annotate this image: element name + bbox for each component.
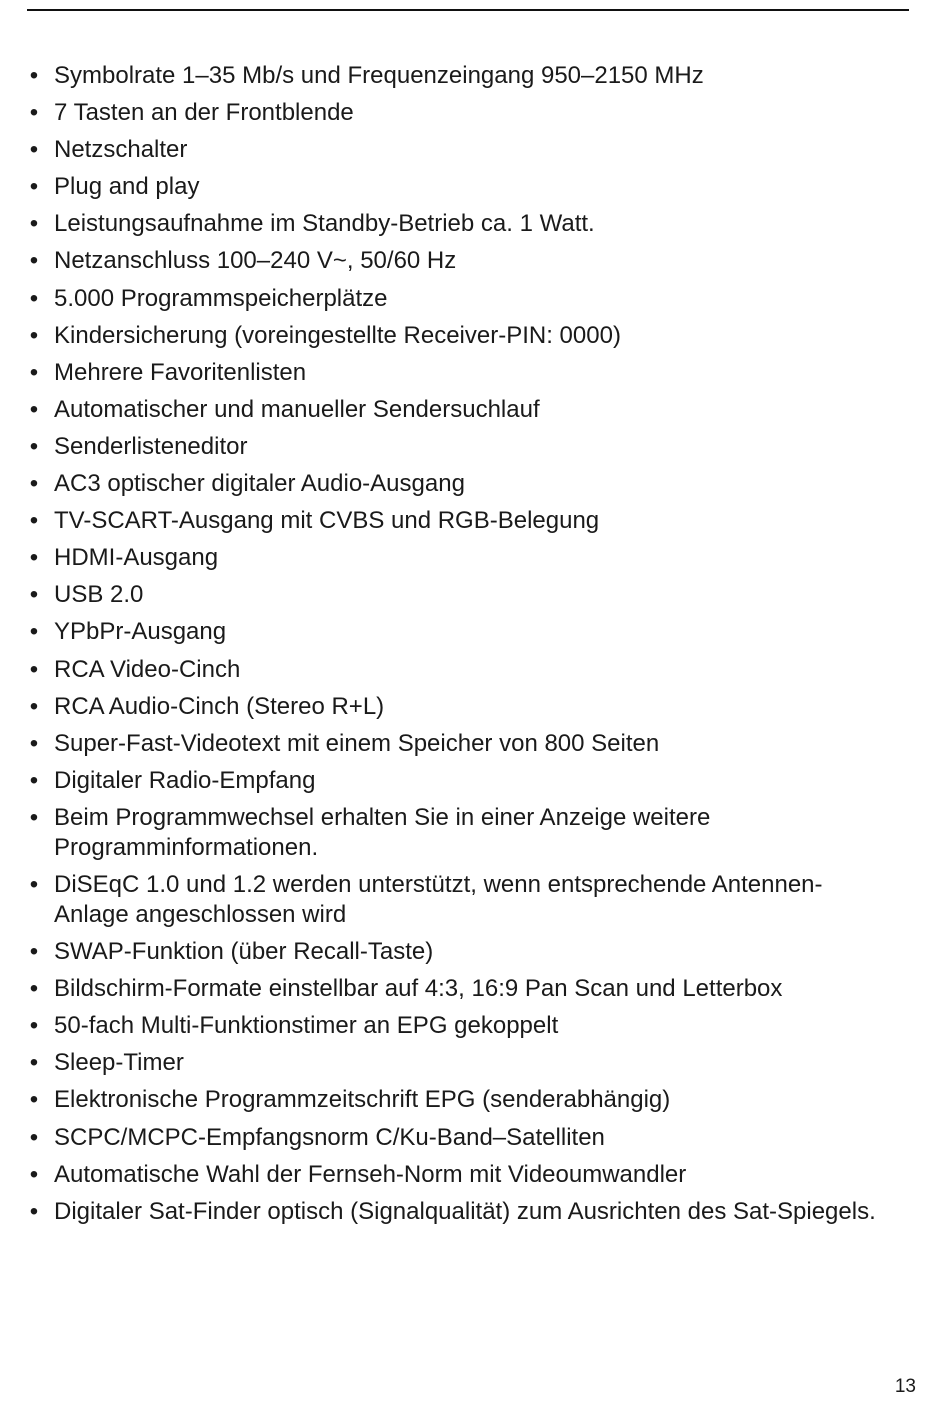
feature-item [27,937,897,967]
feature-text: AC3 optischer digitaler Audio-Ausgang [54,470,465,498]
bullet-icon: • [29,1123,39,1151]
bullet-icon: • [29,210,39,238]
bullet-icon: • [29,99,39,127]
feature-item [27,655,897,685]
bullet-icon: • [29,870,39,898]
feature-item [27,321,897,351]
bullet-icon: • [29,173,39,201]
feature-text: Automatische Wahl der Fernseh-Norm mit Videoumwandler [54,1160,687,1188]
bullet-icon: • [29,507,39,535]
feature-text: Bildschirm-Formate einstellbar auf 4:3, 16:9 Pan Scan und Letterbox [54,975,783,1003]
feature-text: Super-Fast-Videotext mit einem Speicher von 800 Seiten [54,729,660,757]
feature-text: Sleep-Timer [54,1049,184,1077]
feature-text: USB 2.0 [54,581,144,609]
bullet-icon: • [29,321,39,349]
feature-item [27,246,897,276]
feature-item [27,284,897,314]
feature-text: SCPC/MCPC-Empfangsnorm C/Ku-Band–Satelliten [54,1123,605,1151]
feature-text: Beim Programmwechsel erhalten Sie in einer Anzeige weitere Programminformationen. [54,803,711,861]
feature-item [27,469,897,499]
bullet-icon: • [29,395,39,423]
feature-item [27,1011,897,1041]
feature-text: DiSEqC 1.0 und 1.2 werden unterstützt, wenn entsprechende Antennen-Anlage angeschlossen wird [54,870,823,928]
feature-item [27,172,897,202]
feature-item [27,358,897,388]
bullet-icon: • [29,1012,39,1040]
feature-text: TV-SCART-Ausgang mit CVBS und RGB-Belegung [54,507,600,535]
feature-text: Netzschalter [54,136,188,164]
feature-text: Leistungsaufnahme im Standby-Betrieb ca. 1 Watt. [54,210,595,238]
feature-text: Digitaler Radio-Empfang [54,766,316,794]
feature-item [27,580,897,610]
feature-item [27,729,897,759]
feature-item [27,432,897,462]
bullet-icon: • [29,136,39,164]
feature-text: Mehrere Favoritenlisten [54,358,307,386]
bullet-icon: • [29,655,39,683]
feature-text: YPbPr-Ausgang [54,618,227,646]
feature-text: HDMI-Ausgang [54,544,219,572]
feature-text: RCA Video-Cinch [54,655,241,683]
bullet-icon: • [29,470,39,498]
feature-item [27,395,897,425]
bullet-icon: • [29,1160,39,1188]
feature-text: Symbolrate 1–35 Mb/s und Frequenzeingang 950–2150 MHz [54,62,704,89]
feature-text: Digitaler Sat-Finder optisch (Signalqualität) zum Ausrichten des Sat-Spiegels. [54,1197,876,1225]
bullet-icon: • [29,1049,39,1077]
feature-item [27,61,897,91]
feature-text: Kindersicherung (voreingestellte Receiver-PIN: 0000) [54,321,621,349]
feature-text: RCA Audio-Cinch (Stereo R+L) [54,692,385,720]
bullet-icon: • [29,803,39,831]
feature-text: SWAP-Funktion (über Recall-Taste) [54,938,434,966]
bullet-icon: • [29,1197,39,1225]
feature-item [27,209,897,239]
feature-item [27,974,897,1004]
feature-item [27,617,897,647]
bullet-icon: • [29,938,39,966]
feature-text: Senderlisteneditor [54,432,248,460]
feature-item [27,692,897,722]
feature-item [27,1160,897,1190]
feature-item [27,803,897,863]
feature-item [27,506,897,536]
bullet-icon: • [29,358,39,386]
feature-item [27,135,897,165]
feature-list [27,61,897,1234]
bullet-icon: • [29,432,39,460]
feature-item [27,766,897,796]
bullet-icon: • [29,62,39,89]
feature-item [27,1048,897,1078]
bullet-icon: • [29,729,39,757]
feature-item [27,1123,897,1153]
bullet-icon: • [29,975,39,1003]
feature-text: Automatischer und manueller Sendersuchlauf [54,395,540,423]
bullet-icon: • [29,618,39,646]
feature-item [27,543,897,573]
bullet-icon: • [29,581,39,609]
feature-text: Netzanschluss 100–240 V~, 50/60 Hz [54,247,457,275]
bullet-icon: • [29,692,39,720]
bullet-icon: • [29,766,39,794]
feature-item [27,98,897,128]
feature-text: 5.000 Programmspeicherplätze [54,284,388,312]
bullet-icon: • [29,284,39,312]
bullet-icon: • [29,247,39,275]
feature-text: Plug and play [54,173,200,201]
feature-text: 50-fach Multi-Funktionstimer an EPG gekoppelt [54,1012,559,1040]
feature-item [27,1085,897,1115]
feature-text: Elektronische Programmzeitschrift EPG (senderabhängig) [54,1086,671,1114]
feature-text: 7 Tasten an der Frontblende [54,99,354,127]
feature-item [27,1197,897,1227]
bullet-icon: • [29,1086,39,1114]
header-rule [27,9,909,11]
page-number: 13 [894,1376,916,1397]
feature-item [27,870,897,930]
bullet-icon: • [29,544,39,572]
